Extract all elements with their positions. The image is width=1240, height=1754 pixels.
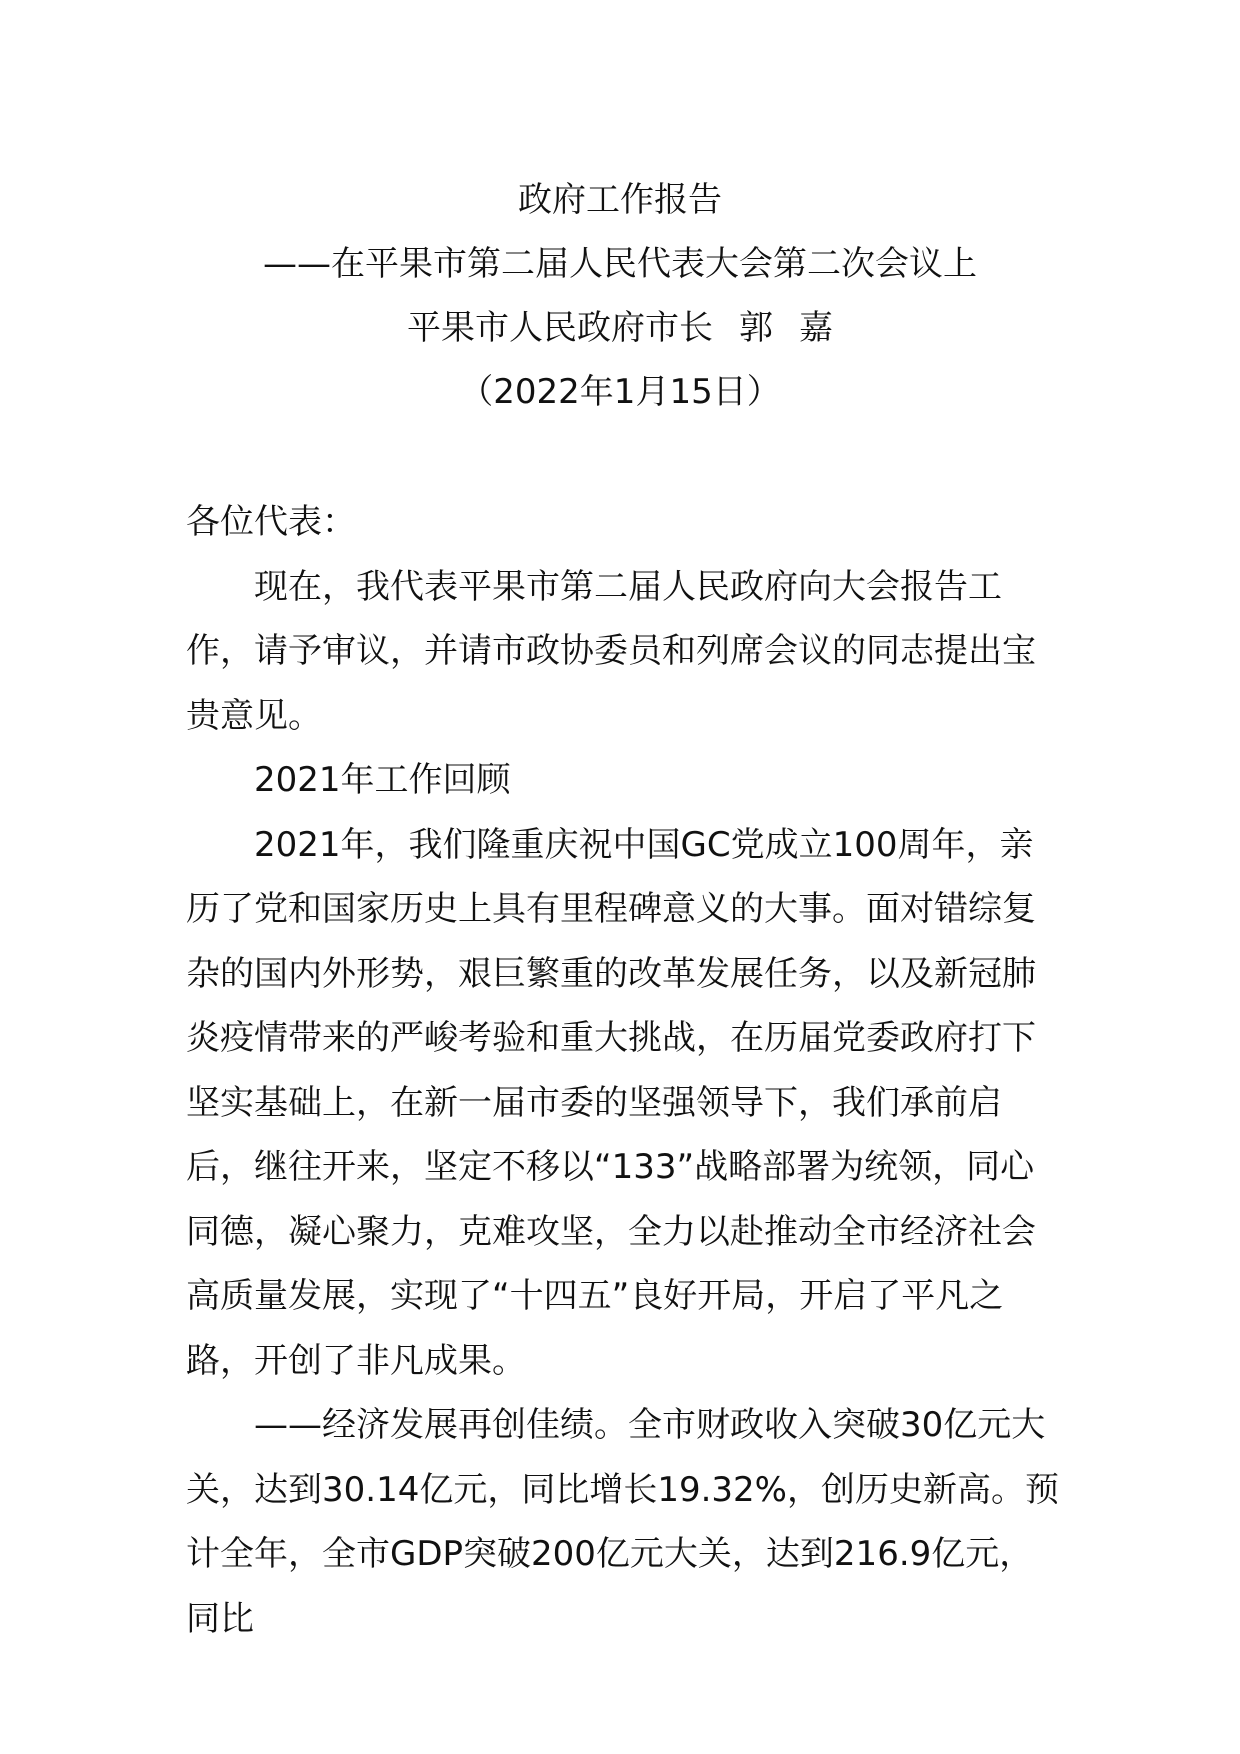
speaker-name-first: 郭 (739, 308, 773, 348)
section-heading: 2021年工作回顾 (254, 760, 511, 800)
body-paragraph: 现在，我代表平果市第二届人民政府向大会报告工作，请予审议，并请市政协委员和列席会议的同志提出宝贵意见。 (186, 566, 1036, 736)
report-header (0, 168, 1240, 424)
speaker-role: 平果市人民政府市长 (407, 308, 713, 348)
report-date: （2022年1月15日） (459, 372, 781, 412)
report-subtitle: ——在平果市第二届人民代表大会第二次会议上 (263, 244, 977, 284)
speaker-name-second: 嘉 (799, 308, 833, 348)
body-paragraph: 2021年，我们隆重庆祝中国GC党成立100周年，亲历了党和国家历史上具有里程碑意义的大事。面对错综复杂的国内外形势，艰巨繁重的改革发展任务，以及新冠肺炎疫情带来的严峻考验和重大挑战，在历届党委政府打下坚实基础上，在新一届市委的坚强领导下，我们承前启后，继往开来，坚定不移以“133”战略部署为统领，同心同德，凝心聚力，克难攻坚，全力以赴推动全市经济社会高质量发展，实现了“十四五”良好开局，开启了平凡之路，开创了非凡成果。 (186, 824, 1036, 1381)
report-title: 政府工作报告 (518, 180, 722, 220)
body-paragraph: ——经济发展再创佳绩。全市财政收入突破30亿元大关，达到30.14亿元，同比增长19.32%，创历史新高。预计全年，全市GDP突破200亿元大关，达到216.9亿元，同比 (186, 1405, 1059, 1639)
speaker-line (0, 296, 1240, 360)
salutation: 各位代表： (186, 502, 356, 542)
report-body (186, 490, 1066, 1651)
